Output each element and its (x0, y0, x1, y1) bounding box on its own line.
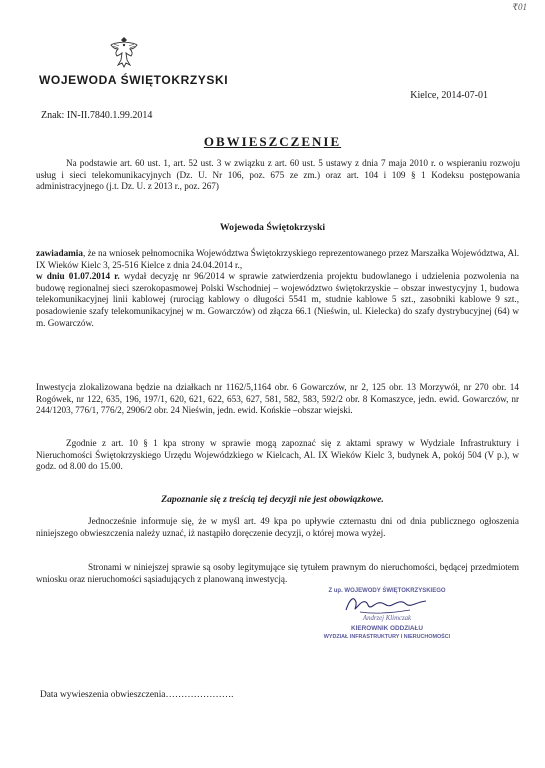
official-stamp (316, 588, 458, 650)
handwritten-mark: ₹01 (512, 2, 527, 12)
announcement-text-2: wydał decyzję nr 96/2014 w sprawie zatwierdzenia projektu budowlanego i udzielenia pozwolenia na budowę regionalnej sieci szerokopasmowej Polski Wschodniej – województwo świętokrzyskie – obszar inwestycyjny 1, budowa telekomunikacyjnej linii kablowej (rurociąg kablowy o długości 5541 m, studnie kablowe 5 szt., zasobniki kablowe 9 szt., posadowienie szafy telekomunikacyjnej w m. Gowarczów) od złącza 66.1 (Nieświn, ul. Kielecka) do szafy dystrybucyjnej (64) w m. Gowarczów. (36, 271, 520, 328)
announcement-lead: zawiadamia (36, 248, 83, 258)
access-info-paragraph: Zgodnie z art. 10 § 1 kpa strony w sprawie mogą zapoznać się z aktami sprawy w Wydziale Infrastruktury i Nieruchomości Świętokrzyskiego Urzędu Wojewódzkiego w Kielcach, Al. IX Wieków Kielc 3, budynek A, pokój 504 (V p.), w godz. od 8.00 do 15.00. (36, 438, 519, 472)
stamp-department: WYDZIAŁ INFRASTRUKTURY I NIERUCHOMOŚCI (323, 634, 451, 640)
case-reference: Znak: IN-II.7840.1.99.2014 (41, 110, 153, 121)
decision-date: w dniu 01.07.2014 r. (36, 271, 120, 282)
place-and-date: Kielce, 2014-07-01 (410, 90, 488, 101)
simultaneous-info-paragraph: Jednocześnie informuje się, że w myśl art. 49 kpa po upływie czternastu dni od dnia publicznego ogłoszenia niniejszego obwieszczenia należy uznać, iż nastąpiło doręczenie decyzji, o której mowa wyżej. (36, 516, 519, 538)
document-title: OBWIESZCZENIE (203, 134, 342, 149)
issuing-authority: WOJEWODA ŚWIĘTOKRZYSKI (39, 73, 229, 87)
stamp-position: KIEROWNIK ODDZIAŁU (350, 625, 424, 632)
stamp-line-authority: Z up. WOJEWODY ŚWIĘTOKRZYSKIEGO (328, 588, 446, 594)
subheading: Wojewoda Świętokrzyski (219, 222, 326, 233)
posting-date-field: Data wywieszenia obwieszczenia…………………. (40, 690, 234, 700)
parties-info-paragraph: Stronami w niniejszej sprawie są osoby legitymujące się tytułem prawnym do nieruchomości, będącej przedmiotem wniosku oraz nieruchomości sąsiadujących z planowaną inwestycją. (36, 562, 519, 584)
legal-basis-paragraph: Na podstawie art. 60 ust. 1, art. 52 ust. 3 w związku z art. 60 ust. 5 ustawy z dnia 7 maja 2010 r. o wspieraniu rozwoju usług i sieci telekomunikacyjnych (Dz. U. Nr 106, poz. 675 ze zm.) oraz art. 104 i 109 § 1 Kodeksu postępowania administracyjnego (j.t. Dz. U. z 2013 r., poz. 267) (36, 158, 520, 192)
eagle-emblem-icon (109, 36, 139, 70)
stamp-signatory-name: Andrzej Klimczak (362, 615, 412, 622)
announcement-paragraph (36, 248, 519, 329)
notice-statement: Zapoznanie się z treścią tej decyzji nie jest obowiązkowe. (161, 494, 384, 505)
announcement-text-1: , że na wniosek pełnomocnika Województwa Świętokrzyskiego reprezentowanego przez Marszałka Województwa, Al. IX Wieków Kielc 3, 25-516 Kielce z dnia 24.04.2014 r., (36, 248, 519, 270)
investment-location-paragraph: Inwestycja zlokalizowana będzie na działkach nr 1162/5,1164 obr. 6 Gowarczów, nr 2, 125 obr. 13 Morzywół, nr 270 obr. 14 Rogówek, nr 122, 635, 196, 197/1, 620, 621, 622, 653, 627, 581, 582, 583, 592/2 obr. 8 Komaszyce, jedn. ewid. Gowarczów, nr 244/1203, 776/1, 776/2, 2906/2 obr. 24 Nieświn, jedn. ewid. Końskie –obszar wiejski. (36, 382, 519, 416)
